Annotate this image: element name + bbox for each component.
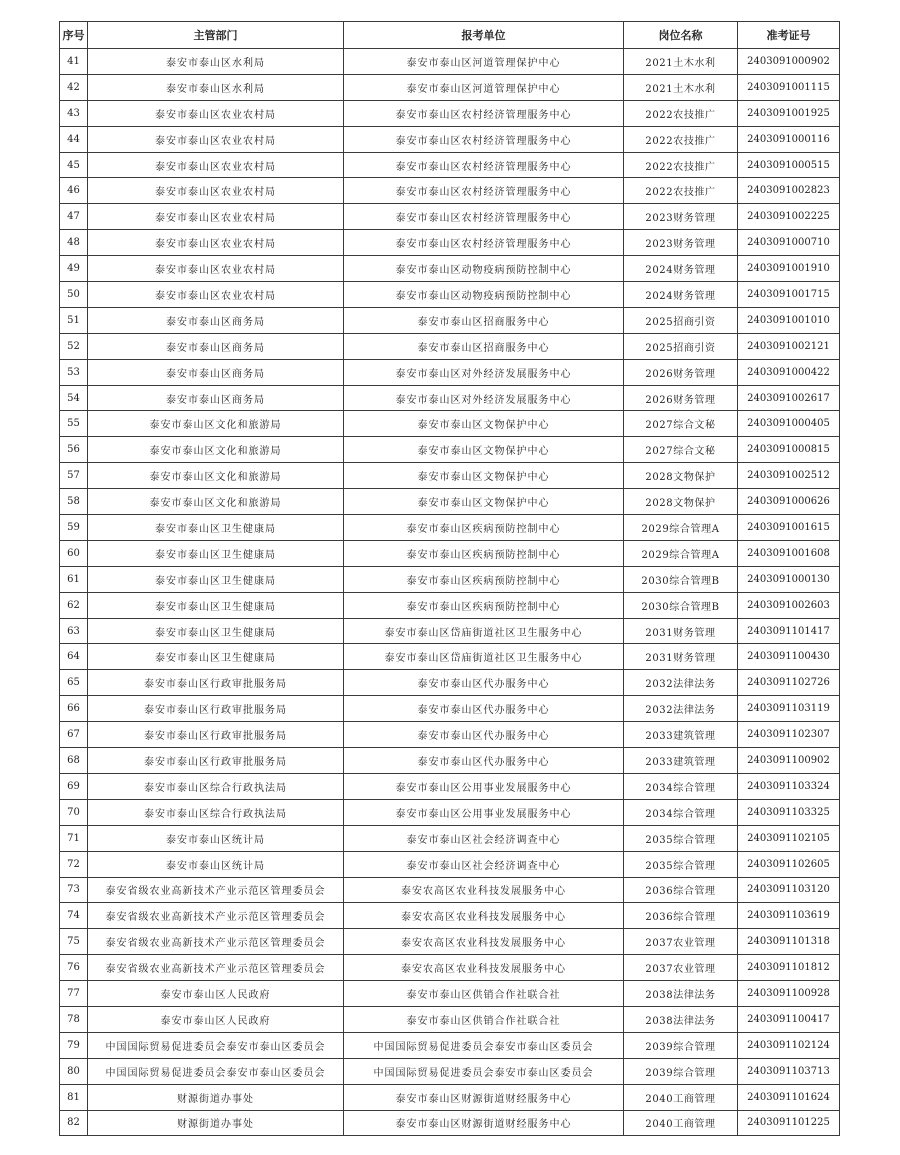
position-cell: 2025招商引资 — [624, 307, 738, 333]
ticket-cell: 2403091100902 — [738, 748, 840, 774]
department-cell: 泰安市泰山区商务局 — [88, 307, 344, 333]
ticket-cell: 2403091102605 — [738, 851, 840, 877]
position-cell: 2022农技推广 — [624, 126, 738, 152]
unit-cell: 泰安市泰山区农村经济管理服务中心 — [344, 178, 624, 204]
ticket-cell: 2403091000815 — [738, 437, 840, 463]
unit-cell: 泰安市泰山区公用事业发展服务中心 — [344, 773, 624, 799]
header-unit: 报考单位 — [344, 22, 624, 49]
seq-cell: 57 — [60, 463, 88, 489]
seq-cell: 41 — [60, 49, 88, 75]
seq-cell: 61 — [60, 566, 88, 592]
ticket-cell: 2403091001615 — [738, 515, 840, 541]
ticket-cell: 2403091001115 — [738, 74, 840, 100]
position-cell: 2028文物保护 — [624, 463, 738, 489]
position-cell: 2022农技推广 — [624, 178, 738, 204]
department-cell: 泰安市泰山区卫生健康局 — [88, 540, 344, 566]
unit-cell: 泰安市泰山区农村经济管理服务中心 — [344, 204, 624, 230]
unit-cell: 泰安市泰山区文物保护中心 — [344, 437, 624, 463]
ticket-cell: 2403091101225 — [738, 1110, 840, 1136]
position-cell: 2029综合管理A — [624, 515, 738, 541]
document-page — [59, 21, 839, 1136]
ticket-cell: 2403091103713 — [738, 1058, 840, 1084]
seq-cell: 63 — [60, 618, 88, 644]
ticket-cell: 2403091100928 — [738, 981, 840, 1007]
position-cell: 2032法律法务 — [624, 670, 738, 696]
ticket-cell: 2403091000405 — [738, 411, 840, 437]
position-cell: 2032法律法务 — [624, 696, 738, 722]
ticket-cell: 2403091000515 — [738, 152, 840, 178]
seq-cell: 81 — [60, 1084, 88, 1110]
table-row — [60, 825, 840, 851]
department-cell: 中国国际贸易促进委员会泰安市泰山区委员会 — [88, 1058, 344, 1084]
ticket-cell: 2403091000130 — [738, 566, 840, 592]
position-cell: 2031财务管理 — [624, 644, 738, 670]
unit-cell: 泰安市泰山区代办服务中心 — [344, 696, 624, 722]
ticket-cell: 2403091102105 — [738, 825, 840, 851]
seq-cell: 54 — [60, 385, 88, 411]
table-header — [60, 22, 840, 49]
department-cell: 泰安市泰山区统计局 — [88, 851, 344, 877]
ticket-cell: 2403091103120 — [738, 877, 840, 903]
table-row — [60, 722, 840, 748]
position-cell: 2027综合文秘 — [624, 437, 738, 463]
table-row — [60, 515, 840, 541]
unit-cell: 泰安市泰山区农村经济管理服务中心 — [344, 126, 624, 152]
department-cell: 泰安市泰山区人民政府 — [88, 981, 344, 1007]
position-cell: 2039综合管理 — [624, 1032, 738, 1058]
table-row — [60, 307, 840, 333]
position-cell: 2028文物保护 — [624, 489, 738, 515]
unit-cell: 泰安农高区农业科技发展服务中心 — [344, 929, 624, 955]
seq-cell: 75 — [60, 929, 88, 955]
seq-cell: 60 — [60, 540, 88, 566]
ticket-cell: 2403091000626 — [738, 489, 840, 515]
position-cell: 2022农技推广 — [624, 100, 738, 126]
position-cell: 2024财务管理 — [624, 282, 738, 308]
position-cell: 2023财务管理 — [624, 230, 738, 256]
position-cell: 2034综合管理 — [624, 799, 738, 825]
header-ticket: 准考证号 — [738, 22, 840, 49]
unit-cell: 泰安市泰山区供销合作社联合社 — [344, 1006, 624, 1032]
department-cell: 泰安市泰山区农业农村局 — [88, 152, 344, 178]
table-row — [60, 463, 840, 489]
table-row — [60, 1084, 840, 1110]
seq-cell: 80 — [60, 1058, 88, 1084]
unit-cell: 泰安市泰山区社会经济调查中心 — [344, 825, 624, 851]
ticket-cell: 2403091001608 — [738, 540, 840, 566]
position-cell: 2035综合管理 — [624, 851, 738, 877]
ticket-cell: 2403091100417 — [738, 1006, 840, 1032]
unit-cell: 中国国际贸易促进委员会泰安市泰山区委员会 — [344, 1032, 624, 1058]
table-row — [60, 411, 840, 437]
seq-cell: 74 — [60, 903, 88, 929]
header-seq: 序号 — [60, 22, 88, 49]
table-row — [60, 1058, 840, 1084]
department-cell: 泰安省级农业高新技术产业示范区管理委员会 — [88, 903, 344, 929]
table-row — [60, 592, 840, 618]
ticket-cell: 2403091000710 — [738, 230, 840, 256]
position-cell: 2031财务管理 — [624, 618, 738, 644]
unit-cell: 泰安市泰山区河道管理保护中心 — [344, 49, 624, 75]
department-cell: 泰安市泰山区行政审批服务局 — [88, 696, 344, 722]
department-cell: 泰安市泰山区文化和旅游局 — [88, 437, 344, 463]
seq-cell: 79 — [60, 1032, 88, 1058]
unit-cell: 泰安市泰山区公用事业发展服务中心 — [344, 799, 624, 825]
seq-cell: 42 — [60, 74, 88, 100]
ticket-cell: 2403091002823 — [738, 178, 840, 204]
seq-cell: 49 — [60, 256, 88, 282]
table-row — [60, 333, 840, 359]
department-cell: 泰安市泰山区农业农村局 — [88, 256, 344, 282]
seq-cell: 77 — [60, 981, 88, 1007]
seq-cell: 55 — [60, 411, 88, 437]
table-row — [60, 100, 840, 126]
seq-cell: 72 — [60, 851, 88, 877]
department-cell: 泰安市泰山区农业农村局 — [88, 178, 344, 204]
unit-cell: 泰安市泰山区招商服务中心 — [344, 307, 624, 333]
department-cell: 泰安市泰山区水利局 — [88, 74, 344, 100]
unit-cell: 泰安市泰山区供销合作社联合社 — [344, 981, 624, 1007]
ticket-cell: 2403091101318 — [738, 929, 840, 955]
unit-cell: 泰安市泰山区对外经济发展服务中心 — [344, 385, 624, 411]
seq-cell: 68 — [60, 748, 88, 774]
table-row — [60, 618, 840, 644]
position-cell: 2022农技推广 — [624, 152, 738, 178]
department-cell: 泰安市泰山区卫生健康局 — [88, 515, 344, 541]
table-row — [60, 566, 840, 592]
position-cell: 2026财务管理 — [624, 385, 738, 411]
seq-cell: 53 — [60, 359, 88, 385]
ticket-cell: 2403091101417 — [738, 618, 840, 644]
table-row — [60, 230, 840, 256]
unit-cell: 泰安农高区农业科技发展服务中心 — [344, 877, 624, 903]
seq-cell: 69 — [60, 773, 88, 799]
department-cell: 泰安市泰山区商务局 — [88, 359, 344, 385]
seq-cell: 62 — [60, 592, 88, 618]
unit-cell: 泰安市泰山区代办服务中心 — [344, 722, 624, 748]
ticket-cell: 2403091102726 — [738, 670, 840, 696]
position-cell: 2029综合管理A — [624, 540, 738, 566]
department-cell: 泰安市泰山区农业农村局 — [88, 204, 344, 230]
table-row — [60, 851, 840, 877]
unit-cell: 泰安市泰山区财源街道财经服务中心 — [344, 1084, 624, 1110]
ticket-cell: 2403091002617 — [738, 385, 840, 411]
ticket-cell: 2403091103325 — [738, 799, 840, 825]
table-row — [60, 256, 840, 282]
position-cell: 2021土木水利 — [624, 49, 738, 75]
ticket-cell: 2403091002121 — [738, 333, 840, 359]
table-row — [60, 489, 840, 515]
seq-cell: 64 — [60, 644, 88, 670]
table-row — [60, 773, 840, 799]
table-row — [60, 1006, 840, 1032]
table-row — [60, 903, 840, 929]
department-cell: 泰安市泰山区综合行政执法局 — [88, 799, 344, 825]
table-row — [60, 696, 840, 722]
table-row — [60, 1110, 840, 1136]
department-cell: 泰安市泰山区卫生健康局 — [88, 618, 344, 644]
position-cell: 2023财务管理 — [624, 204, 738, 230]
table-row — [60, 282, 840, 308]
seq-cell: 48 — [60, 230, 88, 256]
seq-cell: 45 — [60, 152, 88, 178]
seq-cell: 70 — [60, 799, 88, 825]
department-cell: 泰安市泰山区农业农村局 — [88, 100, 344, 126]
position-cell: 2035综合管理 — [624, 825, 738, 851]
position-cell: 2034综合管理 — [624, 773, 738, 799]
table-row — [60, 152, 840, 178]
table-row — [60, 644, 840, 670]
ticket-cell: 2403091002225 — [738, 204, 840, 230]
header-position: 岗位名称 — [624, 22, 738, 49]
ticket-cell: 2403091000116 — [738, 126, 840, 152]
table-row — [60, 670, 840, 696]
department-cell: 泰安市泰山区行政审批服务局 — [88, 670, 344, 696]
unit-cell: 泰安市泰山区农村经济管理服务中心 — [344, 100, 624, 126]
seq-cell: 82 — [60, 1110, 88, 1136]
position-cell: 2036综合管理 — [624, 903, 738, 929]
position-cell: 2025招商引资 — [624, 333, 738, 359]
department-cell: 中国国际贸易促进委员会泰安市泰山区委员会 — [88, 1032, 344, 1058]
department-cell: 泰安市泰山区行政审批服务局 — [88, 722, 344, 748]
seq-cell: 73 — [60, 877, 88, 903]
department-cell: 泰安市泰山区卫生健康局 — [88, 566, 344, 592]
unit-cell: 泰安市泰山区疾病预防控制中心 — [344, 592, 624, 618]
seq-cell: 50 — [60, 282, 88, 308]
seq-cell: 78 — [60, 1006, 88, 1032]
seq-cell: 52 — [60, 333, 88, 359]
seq-cell: 44 — [60, 126, 88, 152]
department-cell: 泰安省级农业高新技术产业示范区管理委员会 — [88, 877, 344, 903]
seq-cell: 67 — [60, 722, 88, 748]
unit-cell: 泰安市泰山区文物保护中心 — [344, 489, 624, 515]
department-cell: 泰安省级农业高新技术产业示范区管理委员会 — [88, 929, 344, 955]
position-cell: 2021土木水利 — [624, 74, 738, 100]
seq-cell: 51 — [60, 307, 88, 333]
table-row — [60, 437, 840, 463]
table-row — [60, 359, 840, 385]
unit-cell: 泰安市泰山区农村经济管理服务中心 — [344, 152, 624, 178]
seq-cell: 47 — [60, 204, 88, 230]
seq-cell: 46 — [60, 178, 88, 204]
seq-cell: 43 — [60, 100, 88, 126]
unit-cell: 中国国际贸易促进委员会泰安市泰山区委员会 — [344, 1058, 624, 1084]
department-cell: 泰安省级农业高新技术产业示范区管理委员会 — [88, 955, 344, 981]
unit-cell: 泰安市泰山区财源街道财经服务中心 — [344, 1110, 624, 1136]
table-row — [60, 540, 840, 566]
department-cell: 泰安市泰山区农业农村局 — [88, 282, 344, 308]
ticket-cell: 2403091000422 — [738, 359, 840, 385]
seq-cell: 66 — [60, 696, 88, 722]
unit-cell: 泰安市泰山区招商服务中心 — [344, 333, 624, 359]
header-row — [60, 22, 840, 49]
seq-cell: 59 — [60, 515, 88, 541]
unit-cell: 泰安市泰山区岱庙街道社区卫生服务中心 — [344, 618, 624, 644]
ticket-cell: 2403091101812 — [738, 955, 840, 981]
ticket-cell: 2403091001910 — [738, 256, 840, 282]
table-row — [60, 799, 840, 825]
unit-cell: 泰安市泰山区对外经济发展服务中心 — [344, 359, 624, 385]
department-cell: 泰安市泰山区综合行政执法局 — [88, 773, 344, 799]
unit-cell: 泰安市泰山区疾病预防控制中心 — [344, 566, 624, 592]
position-cell: 2027综合文秘 — [624, 411, 738, 437]
ticket-cell: 2403091002603 — [738, 592, 840, 618]
unit-cell: 泰安农高区农业科技发展服务中心 — [344, 903, 624, 929]
header-department: 主管部门 — [88, 22, 344, 49]
department-cell: 泰安市泰山区文化和旅游局 — [88, 463, 344, 489]
ticket-cell: 2403091001925 — [738, 100, 840, 126]
unit-cell: 泰安市泰山区代办服务中心 — [344, 748, 624, 774]
ticket-cell: 2403091102307 — [738, 722, 840, 748]
department-cell: 泰安市泰山区农业农村局 — [88, 126, 344, 152]
table-row — [60, 74, 840, 100]
table-body — [60, 49, 840, 1136]
unit-cell: 泰安市泰山区疾病预防控制中心 — [344, 540, 624, 566]
ticket-cell: 2403091103119 — [738, 696, 840, 722]
unit-cell: 泰安市泰山区文物保护中心 — [344, 411, 624, 437]
unit-cell: 泰安市泰山区动物疫病预防控制中心 — [344, 256, 624, 282]
department-cell: 泰安市泰山区人民政府 — [88, 1006, 344, 1032]
position-cell: 2036综合管理 — [624, 877, 738, 903]
table-row — [60, 204, 840, 230]
table-row — [60, 126, 840, 152]
position-cell: 2040工商管理 — [624, 1110, 738, 1136]
unit-cell: 泰安市泰山区代办服务中心 — [344, 670, 624, 696]
position-cell: 2033建筑管理 — [624, 722, 738, 748]
ticket-cell: 2403091101624 — [738, 1084, 840, 1110]
position-cell: 2026财务管理 — [624, 359, 738, 385]
department-cell: 泰安市泰山区卫生健康局 — [88, 644, 344, 670]
table-row — [60, 1032, 840, 1058]
department-cell: 泰安市泰山区文化和旅游局 — [88, 411, 344, 437]
department-cell: 泰安市泰山区农业农村局 — [88, 230, 344, 256]
position-cell: 2038法律法务 — [624, 1006, 738, 1032]
unit-cell: 泰安市泰山区文物保护中心 — [344, 463, 624, 489]
unit-cell: 泰安农高区农业科技发展服务中心 — [344, 955, 624, 981]
table-row — [60, 748, 840, 774]
table-row — [60, 49, 840, 75]
unit-cell: 泰安市泰山区社会经济调查中心 — [344, 851, 624, 877]
position-cell: 2037农业管理 — [624, 955, 738, 981]
position-cell: 2033建筑管理 — [624, 748, 738, 774]
ticket-cell: 2403091000902 — [738, 49, 840, 75]
position-cell: 2038法律法务 — [624, 981, 738, 1007]
seq-cell: 76 — [60, 955, 88, 981]
table-row — [60, 955, 840, 981]
candidate-table — [59, 21, 840, 1136]
ticket-cell: 2403091103619 — [738, 903, 840, 929]
ticket-cell: 2403091001715 — [738, 282, 840, 308]
unit-cell: 泰安市泰山区动物疫病预防控制中心 — [344, 282, 624, 308]
table-row — [60, 385, 840, 411]
position-cell: 2024财务管理 — [624, 256, 738, 282]
ticket-cell: 2403091100430 — [738, 644, 840, 670]
seq-cell: 71 — [60, 825, 88, 851]
position-cell: 2030综合管理B — [624, 566, 738, 592]
ticket-cell: 2403091002512 — [738, 463, 840, 489]
table-row — [60, 877, 840, 903]
position-cell: 2030综合管理B — [624, 592, 738, 618]
department-cell: 泰安市泰山区统计局 — [88, 825, 344, 851]
seq-cell: 65 — [60, 670, 88, 696]
department-cell: 财源街道办事处 — [88, 1084, 344, 1110]
unit-cell: 泰安市泰山区疾病预防控制中心 — [344, 515, 624, 541]
unit-cell: 泰安市泰山区农村经济管理服务中心 — [344, 230, 624, 256]
ticket-cell: 2403091001010 — [738, 307, 840, 333]
department-cell: 泰安市泰山区商务局 — [88, 385, 344, 411]
table-row — [60, 981, 840, 1007]
ticket-cell: 2403091103324 — [738, 773, 840, 799]
department-cell: 泰安市泰山区文化和旅游局 — [88, 489, 344, 515]
seq-cell: 56 — [60, 437, 88, 463]
ticket-cell: 2403091102124 — [738, 1032, 840, 1058]
unit-cell: 泰安市泰山区岱庙街道社区卫生服务中心 — [344, 644, 624, 670]
department-cell: 财源街道办事处 — [88, 1110, 344, 1136]
department-cell: 泰安市泰山区卫生健康局 — [88, 592, 344, 618]
table-row — [60, 178, 840, 204]
department-cell: 泰安市泰山区行政审批服务局 — [88, 748, 344, 774]
position-cell: 2039综合管理 — [624, 1058, 738, 1084]
department-cell: 泰安市泰山区水利局 — [88, 49, 344, 75]
seq-cell: 58 — [60, 489, 88, 515]
table-row — [60, 929, 840, 955]
unit-cell: 泰安市泰山区河道管理保护中心 — [344, 74, 624, 100]
department-cell: 泰安市泰山区商务局 — [88, 333, 344, 359]
position-cell: 2040工商管理 — [624, 1084, 738, 1110]
position-cell: 2037农业管理 — [624, 929, 738, 955]
